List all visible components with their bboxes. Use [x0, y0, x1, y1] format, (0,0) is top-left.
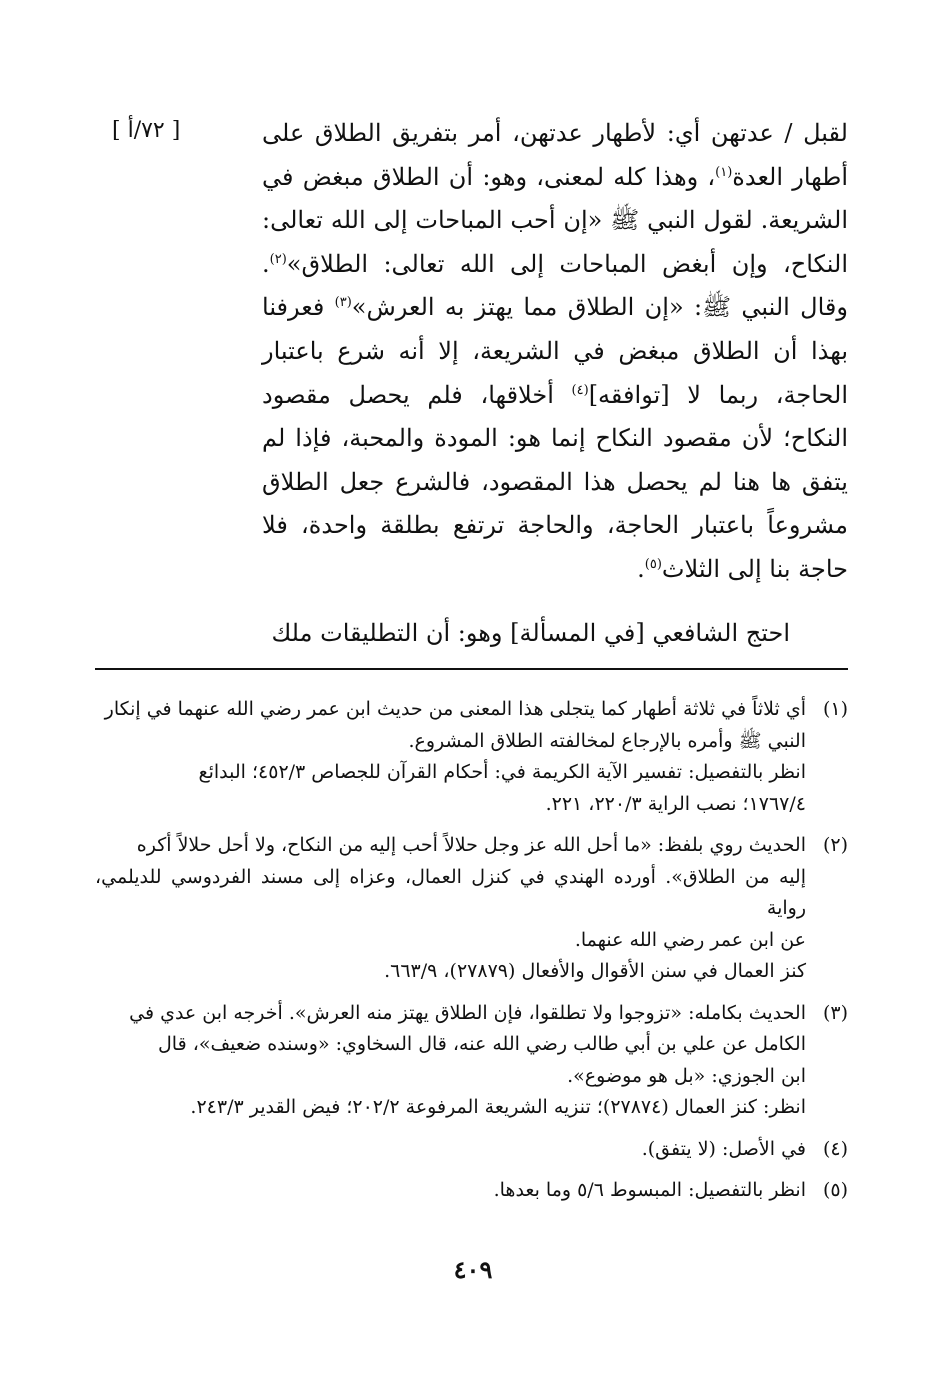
text-segment: فلم يحصل مقصود النكاح؛ لأن مقصود النكاح إنما هو: المودة	[262, 380, 848, 453]
text-segment: .	[637, 554, 645, 583]
footnote-number: (٣)	[822, 1001, 848, 1024]
page-number: ٤٠٩	[453, 1255, 493, 1284]
footnote-line: عن ابن عمر رضي الله عنهما.	[574, 928, 806, 951]
footnote-1	[95, 694, 848, 820]
footnote-line: النبي ﷺ وأمره بالإرجاع لمخالفته الطلاق المشروع.	[408, 729, 806, 752]
text-segment: فلا حاجة بنا إلى الثلاث	[262, 511, 848, 583]
footnote-line: الحديث روي بلفظ: «ما أحل الله عز وجل حلالاً أحب إليه من النكاح، ولا أحل حلالاً أكره	[136, 834, 806, 856]
footnote-ref-3[interactable]: (٣)	[334, 295, 352, 311]
text-segment: أبغض المباحات إلى الله تعالى: الطلاق»	[286, 249, 717, 278]
footnote-line: ابن الجوزي: «بل هو موضوع».	[567, 1064, 806, 1087]
text-segment: الطلاق مما يهتز به العرش»	[351, 293, 635, 322]
text-segment: الطلاق مشروعاً باعتبار الحاجة، والحاجة ترتفع بطلقة واحدة،	[262, 467, 848, 540]
text-segment: أخلاقها،	[480, 380, 572, 409]
margin-folio-reference: [ ٧٢/أ ]	[112, 118, 181, 143]
text-segment: لقبل / عدتهن أي: لأطهار عدتهن، أمر بتفريق الطلاق على أطهار	[262, 119, 848, 191]
footnote-line: إليه من الطلاق». أورده الهندي في كنزل العمال، وعزاه إلى مسند الفردوسي للديلمي، رواية	[95, 865, 806, 919]
footnote-number: (١)	[822, 698, 848, 720]
paragraph-2: احتج الشافعي [في المسألة] وهو: أن التطليقات ملك	[271, 618, 790, 647]
footnote-ref-1[interactable]: (١)	[715, 164, 733, 180]
footnotes	[95, 694, 848, 1207]
footnote-line: أي ثلاثاً في ثلاثة أطهار كما يتجلى هذا المعنى من حديث ابن عمر رضي الله عنهما في إنكار	[104, 698, 806, 720]
text-segment: والمحبة، فإذا لم يتفق ها هنا لم يحصل هذا المقصود، فالشرع جعل	[262, 424, 848, 496]
footnote-number: (٢)	[822, 834, 848, 856]
footnote-number: (٤)	[822, 1137, 848, 1160]
text-segment: فعرفنا بهذا أن الطلاق مبغض في	[262, 293, 848, 365]
footnote-line: الكامل عن علي بن أبي طالب رضي الله عنه، قال السخاوي: «وسنده ضعيف»، قال	[158, 1033, 806, 1055]
footnote-ref-4[interactable]: (٤)	[571, 382, 589, 398]
footnote-ref-2[interactable]: (٢)	[269, 251, 287, 267]
footnote-4	[95, 1134, 848, 1166]
paragraph-1	[262, 112, 848, 592]
text-segment: ، وهذا كله لمعنى، وهو: أن الطلاق مبغض في الشريعة.	[262, 162, 848, 235]
footnote-ref-5[interactable]: (٥)	[644, 556, 662, 572]
footnote-2	[95, 830, 848, 988]
footnote-line: في الأصل: (لا يتفق).	[641, 1137, 806, 1160]
text-segment: . وقال النبي ﷺ: «إن	[262, 249, 848, 322]
text-segment: لقول النبي ﷺ «إن أحب المباحات إلى الله تعالى: النكاح، وإن	[262, 206, 848, 278]
footnote-3	[95, 998, 848, 1124]
main-text	[262, 112, 848, 655]
footnote-separator	[95, 668, 848, 670]
footnote-5	[95, 1175, 848, 1207]
footnote-line: كنز العمال في سنن الأقوال والأفعال (٢٧٨٧٩)، ٦٦٣/٩.	[384, 960, 806, 982]
footnote-line: الحديث بكامله: «تزوجوا ولا تطلقوا، فإن الطلاق يهتز منه العرش». أخرجه ابن عدي في	[129, 1001, 806, 1024]
footnote-line: انظر بالتفصيل: تفسير الآية الكريمة في: أحكام القرآن للجصاص ٤٥٢/٣؛ البدائع	[198, 761, 806, 783]
footnote-line: ١٧٦٧/٤؛ نصب الراية ٢٢٠/٣، ٢٢١.	[545, 792, 806, 815]
footnote-line: انظر: كنز العمال (٢٧٨٧٤)؛ تنزيه الشريعة المرفوعة ٢٠٢/٢؛ فيض القدير ٢٤٣/٣.	[190, 1096, 806, 1118]
footnote-number: (٥)	[822, 1179, 848, 1201]
text-segment: الشريعة، إلا أنه شرع باعتبار الحاجة، ربما لا [توافقه]	[262, 336, 849, 409]
footnote-line: انظر بالتفصيل: المبسوط ٥/٦ وما بعدها.	[493, 1179, 806, 1201]
text-segment: العدة	[732, 162, 784, 191]
